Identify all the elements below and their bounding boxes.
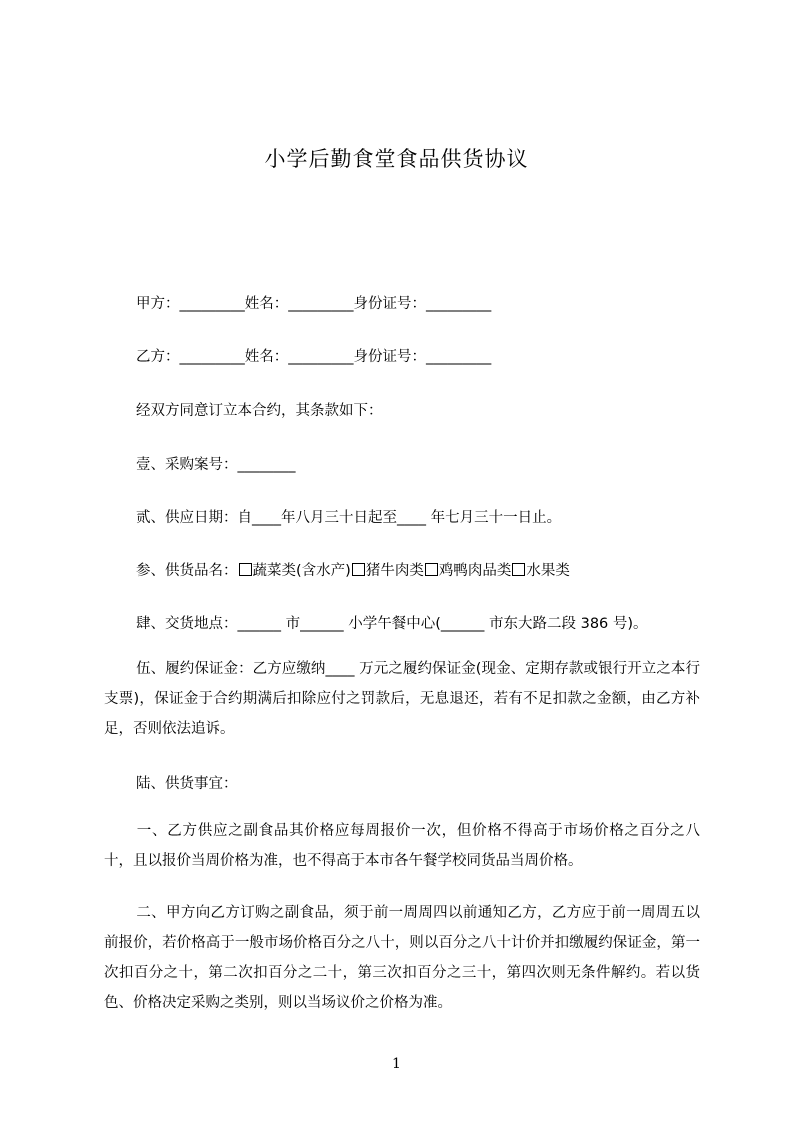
clause-supply-matters: 陆、供货事宜： [136,776,238,792]
goods-item: 蔬菜类(含水产) [252,563,351,579]
goods-item: 水果类 [526,563,570,579]
clause-supply-date: 贰、供应日期：自____年八月三十日起至____ 年七月三十一日止。 [136,510,562,526]
checkbox-icon [425,563,438,576]
supply-item-1 [104,816,700,876]
checkbox-icon [239,563,252,576]
clause-goods-items [136,559,570,580]
page-number: 1 [392,1056,401,1072]
clause-delivery-location: 肆、交货地点：______ 市______ 小学午餐中心(______ 市东大路二段 386 号)。 [136,616,648,632]
checkbox-icon [512,563,525,576]
intro-line: 经双方同意订立本合约，其条款如下： [136,403,383,419]
party-b-line: 乙方：_________姓名：_________身份证号：_________ [136,349,492,365]
clause-performance-bond-text: 伍、履约保证金：乙方应缴纳____ 万元之履约保证金(现金、定期存款或银行开立之本行支票)，保证金于合约期满后扣除应付之罚款后，无息退还，若有不足扣款之金额，由乙方补足，否则依法追诉。 [104,661,700,737]
document-title: 小学后勤食堂食品供货协议 [264,147,529,171]
clause-procurement-number: 壹、采购案号：________ [136,457,296,473]
supply-item-2-text: 二、甲方向乙方订购之副食品，须于前一周周四以前通知乙方，乙方应于前一周周五以前报价，若价格高于一般市场价格百分之八十，则以百分之八十计价并扣缴履约保证金，第一次扣百分之十，第二次扣百分之二十，第三次扣百分之三十，第四次则无条件解约。若以货色、价格决定采购之类别，则以当场议价之价格为准。 [104,905,700,1011]
checkbox-icon [352,563,365,576]
goods-item: 鸡鸭肉品类 [438,563,512,579]
clause-performance-bond [104,654,700,744]
party-a-line: 甲方：_________姓名：_________身份证号：_________ [136,296,492,312]
supply-item-2 [104,898,700,1018]
supply-item-1-text: 一、乙方供应之副食品其价格应每周报价一次，但价格不得高于市场价格之百分之八十，且以报价当周价格为准，也不得高于本市各午餐学校同货品当周价格。 [104,823,700,869]
clause-goods-label: 参、供货品名： [136,563,238,579]
goods-item: 猪牛肉类 [365,563,424,579]
